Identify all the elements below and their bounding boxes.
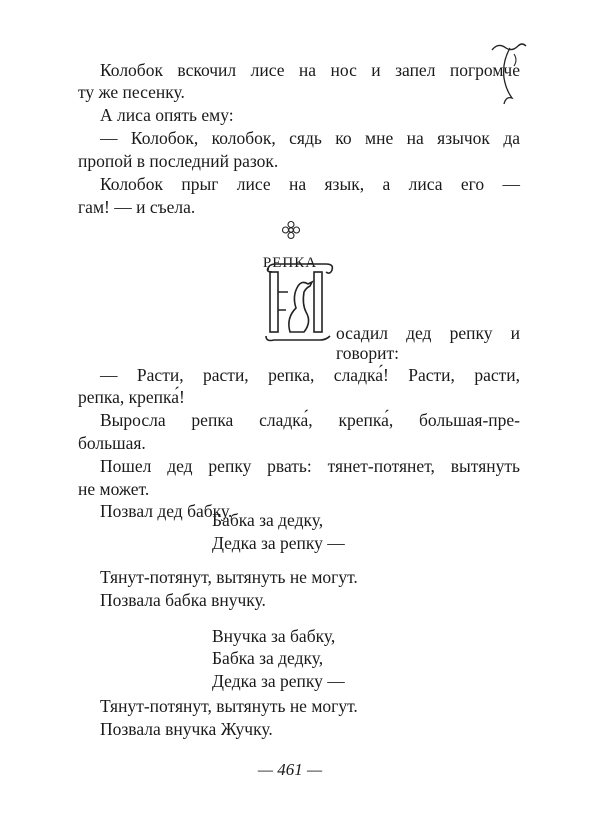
verse-line: Внучка за бабку, (212, 626, 336, 646)
text-line: Позвала внучка Жучку. (100, 719, 273, 739)
text-line: осадил дед репку и (336, 323, 520, 343)
text-line: Пошел дед репку рвать: тянет-потянет, вытянуть (100, 456, 520, 476)
text-line: гам! — и съела. (78, 197, 196, 217)
text-line: репка, крепка́! (78, 387, 185, 407)
text-line: не может. (78, 479, 150, 499)
verse-line: Бабка за дедку, (212, 510, 324, 530)
text-line: А лиса опять ему: (100, 105, 234, 125)
text-line: большая. (78, 433, 146, 453)
text-line: — Колобок, колобок, сядь ко мне на язычок да (100, 128, 520, 148)
text-line: Позвала бабка внучку. (100, 590, 266, 610)
verse-line: Бабка за дедку, (212, 648, 324, 668)
drop-cap-illustration (262, 262, 336, 342)
flower-ornament-icon (281, 220, 301, 240)
text-line: Тянут-потянут, вытянуть не могут. (100, 696, 358, 716)
text-line: Выросла репка сладка́, крепка́, большая-пре- (100, 410, 520, 430)
text-line: — Расти, расти, репка, сладка́! Расти, расти, (100, 365, 520, 385)
text-line: Колобок прыг лисе на язык, а лиса его — (100, 174, 520, 194)
verse-line: Дедка за репку — (212, 671, 345, 691)
text-line: пропой в последний разок. (78, 151, 279, 171)
text-line: говорит: (336, 343, 400, 363)
text-line: ту же песенку. (78, 82, 185, 102)
text-line: Колобок вскочил лисе на нос и запел погромче (100, 60, 520, 80)
verse-line: Дедка за репку — (212, 533, 345, 553)
text-line: Тянут-потянут, вытянуть не могут. (100, 567, 358, 587)
page-number: — 461 — (257, 760, 323, 779)
text-line: Позвал дед бабку. (100, 501, 233, 521)
story-title: РЕПКА (262, 255, 318, 271)
